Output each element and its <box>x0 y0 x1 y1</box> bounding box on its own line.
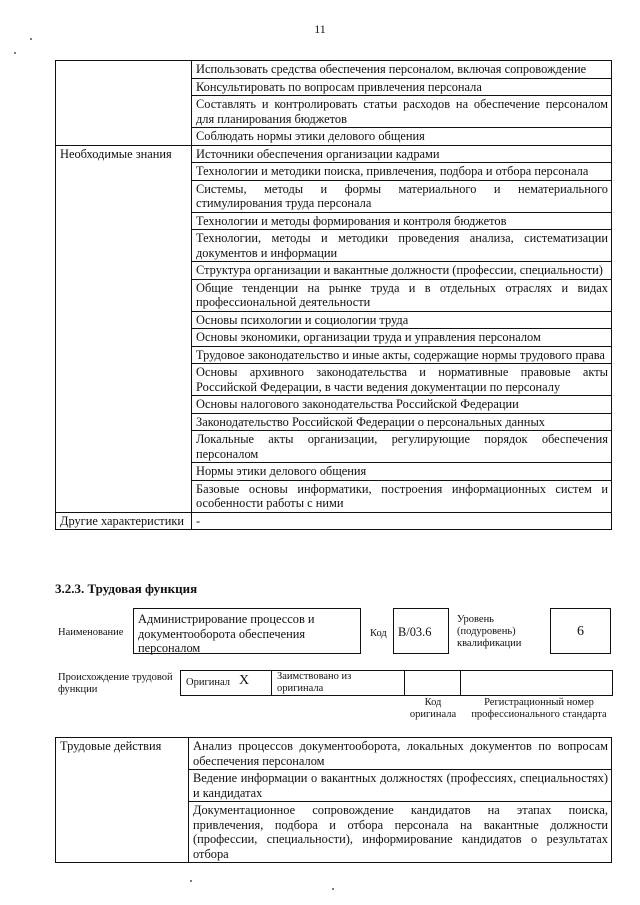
origin-code-caption: Код оригинала <box>409 697 457 720</box>
table-cell: Трудовое законодательство и иные акты, содержащие нормы трудового права <box>192 346 612 364</box>
table-cell: Документационное сопровождение кандидатов на этапах поиска, привлечения, подбора и отбора персонала на вакантные должности (профессии, специальности), информирование кандидатов о результатах отбора <box>189 802 612 863</box>
actions-label: Трудовые действия <box>56 738 189 863</box>
labour-actions-table <box>55 737 612 863</box>
table-cell: Технологии и методы формирования и контроля бюджетов <box>192 212 612 230</box>
empty-label-cell <box>56 61 192 146</box>
table-row <box>56 738 612 770</box>
table-cell: Базовые основы информатики, построения информационных систем и особенности работы с ними <box>192 480 612 512</box>
table-cell: Использовать средства обеспечения персоналом, включая сопровождение <box>192 61 612 79</box>
origin-code-cell <box>404 670 461 696</box>
scan-speck <box>190 880 192 882</box>
page-number: 11 <box>314 22 326 36</box>
reg-number-caption: Регистрационный номер профессионального стандарта <box>471 697 607 720</box>
requirements-table <box>55 60 612 530</box>
table-cell: Основы психологии и социологии труда <box>192 311 612 329</box>
table-cell: Технологии, методы и методики проведения анализа, систематизации документов и информации <box>192 230 612 262</box>
table-cell: Источники обеспечения организации кадрами <box>192 145 612 163</box>
table-cell: Нормы этики делового общения <box>192 463 612 481</box>
name-value: Администрирование процессов и документооборота обеспечения персоналом <box>133 608 361 654</box>
table-row <box>56 512 612 530</box>
origin-label: Происхождение трудовой функции <box>58 672 173 695</box>
table-cell: Структура организации и вакантные должности (профессии, специальности) <box>192 262 612 280</box>
table-cell: Законодательство Российской Федерации о персональных данных <box>192 413 612 431</box>
scan-speck <box>14 52 16 54</box>
section-title: 3.2.3. Трудовая функция <box>55 581 198 596</box>
table-cell: Системы, методы и формы материального и нематериального стимулирования труда персонала <box>192 180 612 212</box>
table-row <box>56 61 612 79</box>
other-characteristics-value: - <box>192 512 612 530</box>
table-cell: Технологии и методики поиска, привлечения, подбора и отбора персонала <box>192 163 612 181</box>
scan-speck <box>332 888 334 890</box>
original-mark: X <box>239 673 250 688</box>
table-cell: Консультировать по вопросам привлечения персонала <box>192 78 612 96</box>
table-cell: Локальные акты организации, регулирующие порядок обеспечения персоналом <box>192 431 612 463</box>
level-value: 6 <box>550 608 611 654</box>
table-cell: Составлять и контролировать статьи расходов на обеспечение персоналом для планирования бюджетов <box>192 96 612 128</box>
other-characteristics-label: Другие характеристики <box>56 512 192 530</box>
knowledge-label: Необходимые знания <box>56 145 192 512</box>
scan-speck <box>30 38 32 40</box>
code-value: B/03.6 <box>393 608 449 654</box>
table-cell: Ведение информации о вакантных должностях (профессиях, специальностях) и кандидатах <box>189 770 612 802</box>
name-label: Наименование <box>58 627 124 638</box>
table-cell: Основы налогового законодательства Российской Федерации <box>192 396 612 414</box>
level-label: Уровень (подуровень) квалификации <box>457 614 522 649</box>
table-cell: Соблюдать нормы этики делового общения <box>192 128 612 146</box>
table-row <box>56 145 612 163</box>
table-cell: Общие тенденции на рынке труда и в отдельных отраслях и видах профессиональной деятельности <box>192 279 612 311</box>
code-label: Код <box>370 628 387 639</box>
original-label: Оригинал <box>186 677 230 688</box>
table-cell: Основы экономики, организации труда и управления персоналом <box>192 329 612 347</box>
borrowed-label: Заимствовано из оригинала <box>277 671 352 694</box>
table-cell: Анализ процессов документооборота, локальных документов по вопросам обеспечения персоналом <box>189 738 612 770</box>
table-cell: Основы архивного законодательства и нормативные правовые акты Российской Федерации, в части ведения документации по персоналу <box>192 364 612 396</box>
